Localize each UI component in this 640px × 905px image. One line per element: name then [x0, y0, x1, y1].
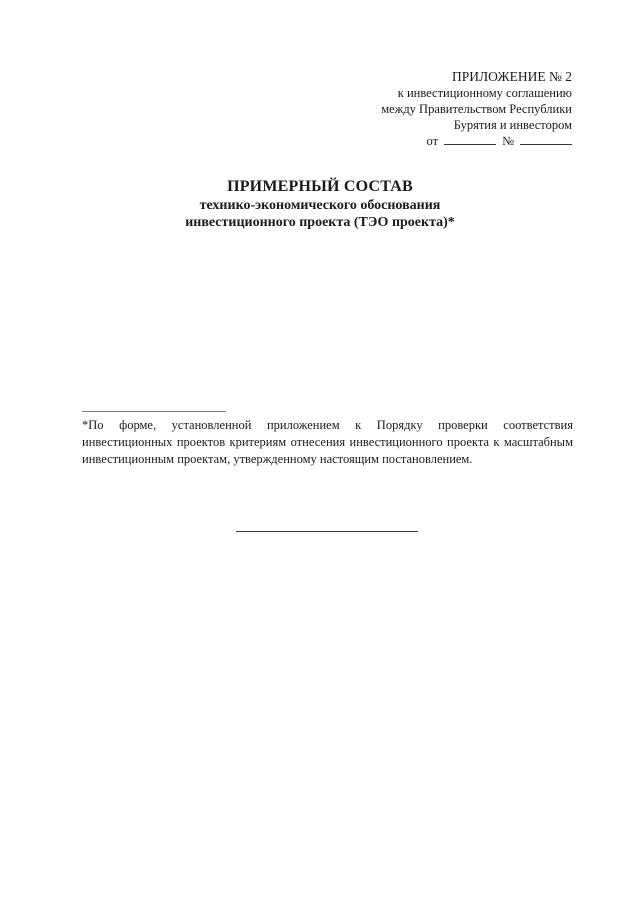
footnote-text: *По форме, установленной приложением к Порядку проверки соответствия инвестиционных проектов критериям отнесения инвестиционного проекта к масштабным инвестиционным проектам, утвержденному настоящим постановлением.	[82, 418, 573, 466]
number-prefix: №	[502, 134, 514, 148]
title-line-2: технико-экономического обоснования	[199, 198, 441, 213]
number-blank	[520, 134, 572, 145]
end-of-document-line	[236, 531, 418, 532]
date-blank	[444, 134, 496, 145]
title-line-3: инвестиционного проекта (ТЭО проекта)*	[185, 215, 455, 230]
date-prefix: от	[426, 134, 439, 148]
annex-line-3: Бурятия и инвестором	[453, 118, 572, 132]
annex-date-number-line	[427, 133, 573, 149]
annex-line-1: к инвестиционному соглашению	[397, 86, 572, 100]
footnote-separator	[82, 411, 226, 412]
annex-line-2: между Правительством Республики	[381, 102, 572, 116]
annex-header	[272, 68, 572, 149]
annex-title: ПРИЛОЖЕНИЕ № 2	[451, 69, 572, 84]
document-title	[0, 177, 640, 231]
title-main: ПРИМЕРНЫЙ СОСТАВ	[227, 178, 413, 195]
